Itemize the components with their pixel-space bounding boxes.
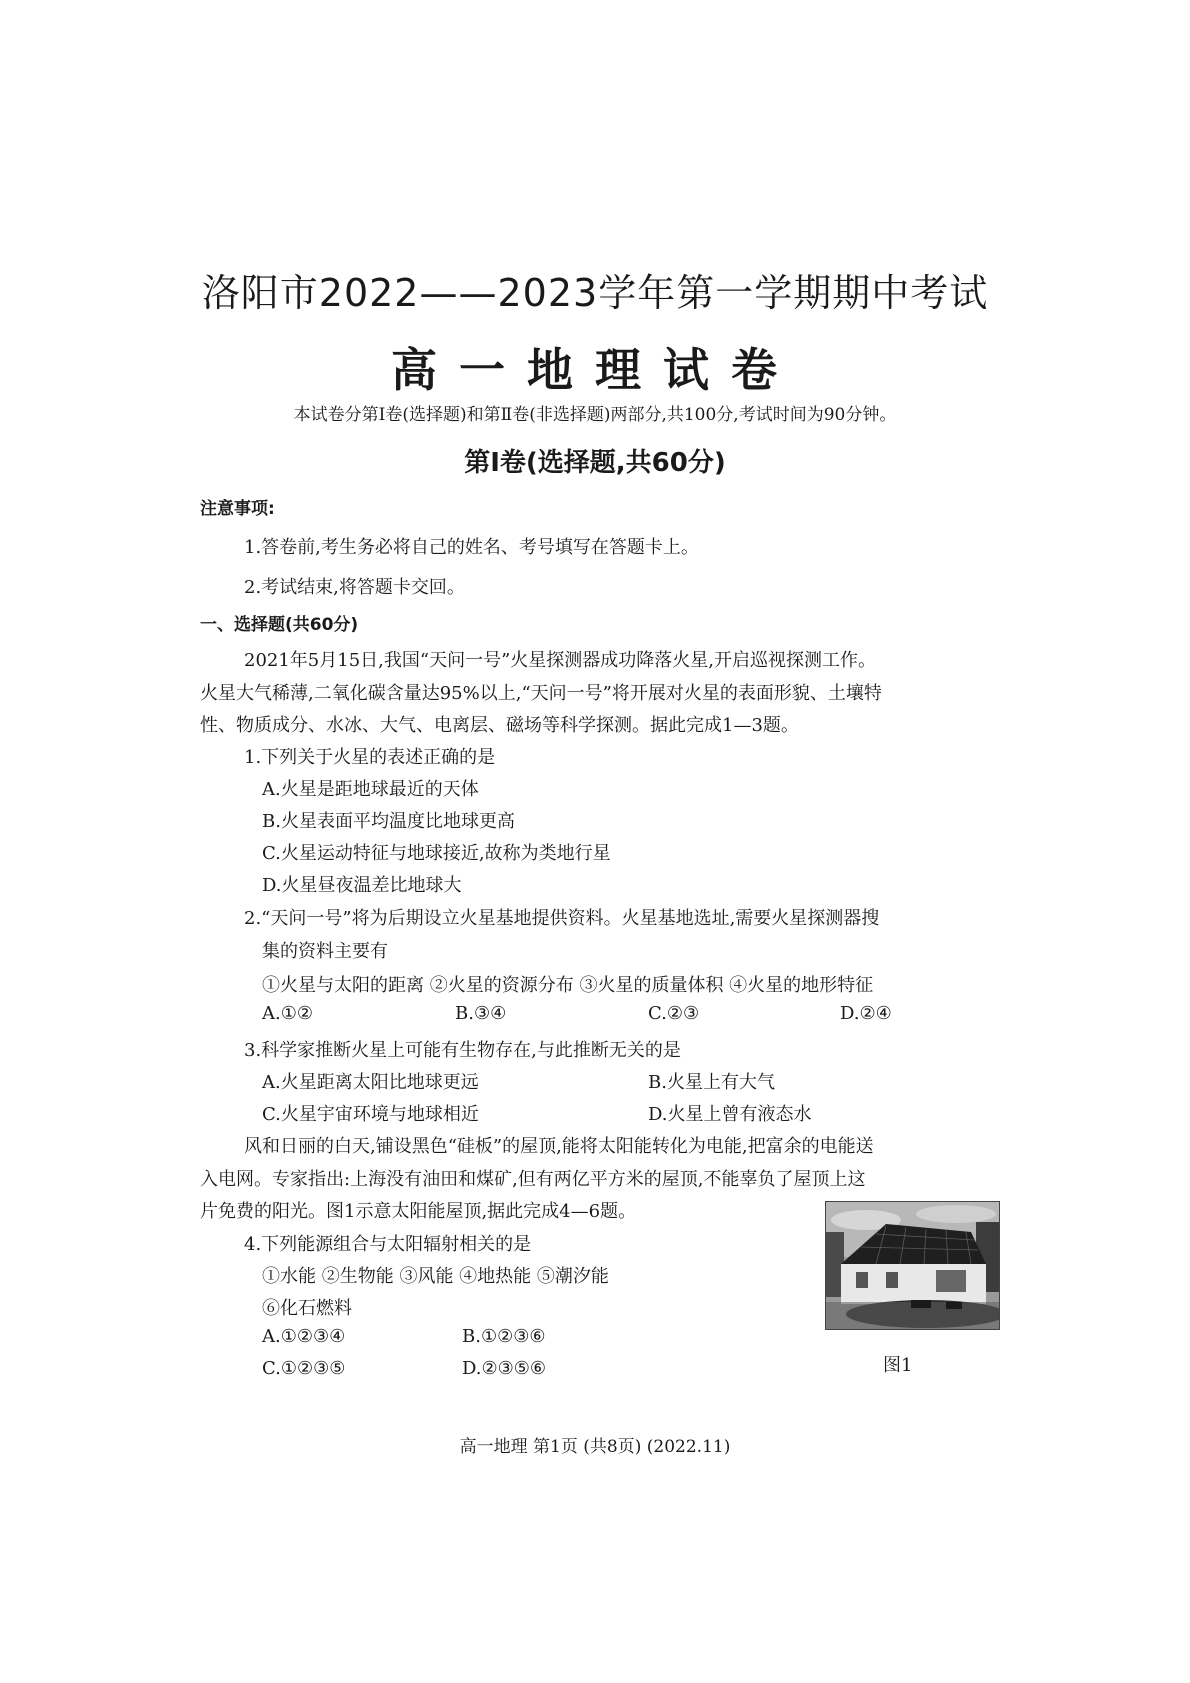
exam-intro: 本试卷分第Ⅰ卷(选择题)和第Ⅱ卷(非选择题)两部分,共100分,考试时间为90分钟。 bbox=[293, 405, 897, 425]
notice-item-2: 2.考试结束,将答题卡交回。 bbox=[244, 577, 465, 598]
page-footer: 高一地理 第1页 (共8页) (2022.11) bbox=[459, 1437, 731, 1457]
q1-option-d: D.火星昼夜温差比地球大 bbox=[262, 875, 462, 896]
exam-title: 洛阳市2022——2023学年第一学期期中考试 bbox=[201, 271, 989, 315]
q1-option-b: B.火星表面平均温度比地球更高 bbox=[262, 811, 515, 832]
q4-option-d: D.②③⑤⑥ bbox=[462, 1358, 547, 1379]
notice-heading: 注意事项: bbox=[200, 499, 275, 519]
q3-option-a: A.火星距离太阳比地球更远 bbox=[262, 1072, 479, 1093]
q2-stem-line-1: 2.“天问一号”将为后期设立火星基地提供资料。火星基地选址,需要火星探测器搜 bbox=[244, 908, 880, 929]
passage1-line-2: 火星大气稀薄,二氧化碳含量达95%以上,“天问一号”将开展对火星的表面形貌、土壤特 bbox=[200, 683, 882, 704]
part1-heading: 一、选择题(共60分) bbox=[200, 615, 359, 635]
figure-caption: 图1 bbox=[883, 1355, 913, 1376]
q1-stem: 1.下列关于火星的表述正确的是 bbox=[244, 747, 496, 768]
q2-option-d: D.②④ bbox=[840, 1003, 892, 1024]
q1-option-a: A.火星是距地球最近的天体 bbox=[262, 779, 479, 800]
exam-subtitle: 高一地理试卷 bbox=[391, 343, 799, 397]
passage2-line-3: 片免费的阳光。图1示意太阳能屋顶,据此完成4—6题。 bbox=[200, 1201, 637, 1222]
section-heading: 第Ⅰ卷(选择题,共60分) bbox=[464, 448, 726, 478]
q1-option-c: C.火星运动特征与地球接近,故称为类地行星 bbox=[262, 843, 611, 864]
q2-stem-line-2: 集的资料主要有 bbox=[262, 941, 388, 962]
q3-stem: 3.科学家推断火星上可能有生物存在,与此推断无关的是 bbox=[244, 1040, 681, 1061]
q4-option-b: B.①②③⑥ bbox=[462, 1326, 546, 1347]
passage1-line-1: 2021年5月15日,我国“天问一号”火星探测器成功降落火星,开启巡视探测工作。 bbox=[244, 650, 877, 671]
solar-roof-photo bbox=[825, 1201, 1000, 1330]
q3-option-c: C.火星宇宙环境与地球相近 bbox=[262, 1104, 479, 1125]
q3-option-d: D.火星上曾有液态水 bbox=[648, 1104, 812, 1125]
notice-item-1: 1.答卷前,考生务必将自己的姓名、考号填写在答题卡上。 bbox=[244, 537, 699, 558]
q2-option-c: C.②③ bbox=[648, 1003, 700, 1024]
q2-option-b: B.③④ bbox=[455, 1003, 507, 1024]
q4-items-line-1: ①水能 ②生物能 ③风能 ④地热能 ⑤潮汐能 bbox=[262, 1266, 609, 1287]
q4-option-c: C.①②③⑤ bbox=[262, 1358, 346, 1379]
q2-option-a: A.①② bbox=[262, 1003, 313, 1024]
q2-items: ①火星与太阳的距离 ②火星的资源分布 ③火星的质量体积 ④火星的地形特征 bbox=[262, 975, 874, 996]
q4-stem: 4.下列能源组合与太阳辐射相关的是 bbox=[244, 1234, 532, 1255]
q4-option-a: A.①②③④ bbox=[262, 1326, 346, 1347]
q4-items-line-2: ⑥化石燃料 bbox=[262, 1298, 352, 1319]
q3-option-b: B.火星上有大气 bbox=[648, 1072, 775, 1093]
passage2-line-2: 入电网。专家指出:上海没有油田和煤矿,但有两亿平方米的屋顶,不能辜负了屋顶上这 bbox=[200, 1169, 866, 1190]
passage2-line-1: 风和日丽的白天,铺设黑色“硅板”的屋顶,能将太阳能转化为电能,把富余的电能送 bbox=[244, 1136, 874, 1157]
passage1-line-3: 性、物质成分、水冰、大气、电离层、磁场等科学探测。据此完成1—3题。 bbox=[200, 715, 799, 736]
